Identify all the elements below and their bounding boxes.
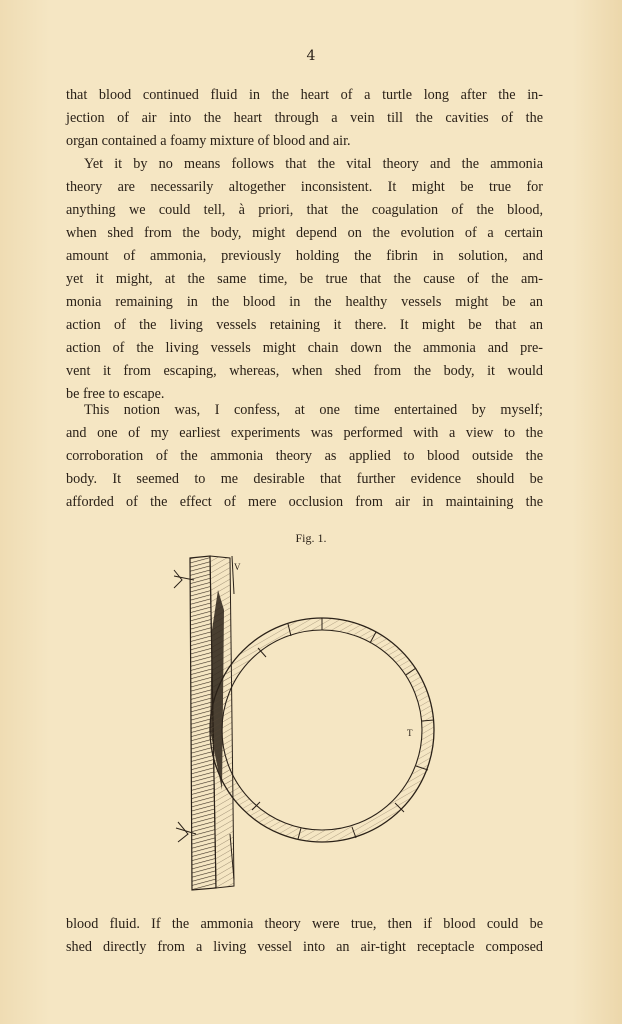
circular-tube bbox=[210, 618, 434, 842]
text-line: amount of ammonia, previously holding the fibrin in solution, and bbox=[66, 248, 543, 264]
text-line: and one of my earliest experiments was performed with a view to the bbox=[66, 425, 543, 441]
text-line: action of the living vessels might chain down the ammonia and pre- bbox=[66, 340, 543, 356]
paragraph-3 bbox=[66, 399, 543, 514]
text-line: body. It seemed to me desirable that further evidence should be bbox=[66, 471, 543, 487]
page-number: 4 bbox=[306, 48, 316, 64]
text-line: when shed from the body, might depend on the evolution of a certain bbox=[66, 225, 543, 241]
text-line: theory are necessarily altogether inconsistent. It might be true for bbox=[66, 179, 543, 195]
text-line: afforded of the effect of mere occlusion from air in maintaining the bbox=[66, 494, 543, 510]
figure-caption: Fig. 1. bbox=[295, 531, 327, 545]
paragraph-4 bbox=[66, 913, 543, 959]
text-line: Yet it by no means follows that the vital theory and the ammonia bbox=[84, 156, 543, 172]
text-line: corroboration of the ammonia theory as applied to blood outside the bbox=[66, 448, 543, 464]
paragraph-1 bbox=[66, 84, 543, 153]
text-line: monia remaining in the blood in the healthy vessels might be an bbox=[66, 294, 543, 310]
text-line: shed directly from a living vessel into an air-tight receptacle composed bbox=[66, 939, 543, 955]
text-line: vent it from escaping, whereas, when shed from the body, it would bbox=[66, 363, 543, 379]
text-line: blood fluid. If the ammonia theory were true, then if blood could be bbox=[66, 916, 543, 932]
text-line: anything we could tell, à priori, that the coagulation of the blood, bbox=[66, 202, 543, 218]
text-line: be free to escape. bbox=[66, 386, 165, 402]
label-v: V bbox=[234, 562, 241, 572]
text-line: jection of air into the heart through a vein till the cavities of the bbox=[66, 110, 543, 126]
text-line: This notion was, I confess, at one time entertained by myself; bbox=[84, 402, 543, 418]
vessel-figure bbox=[160, 550, 460, 895]
text-line: that blood continued fluid in the heart of a turtle long after the in- bbox=[66, 87, 543, 103]
text-line: organ contained a foamy mixture of blood and air. bbox=[66, 133, 351, 149]
label-t: T bbox=[407, 728, 413, 738]
text-line: action of the living vessels retaining it there. It might be that an bbox=[66, 317, 543, 333]
paragraph-2 bbox=[66, 153, 543, 406]
text-line: yet it might, at the same time, be true that the cause of the am- bbox=[66, 271, 543, 287]
